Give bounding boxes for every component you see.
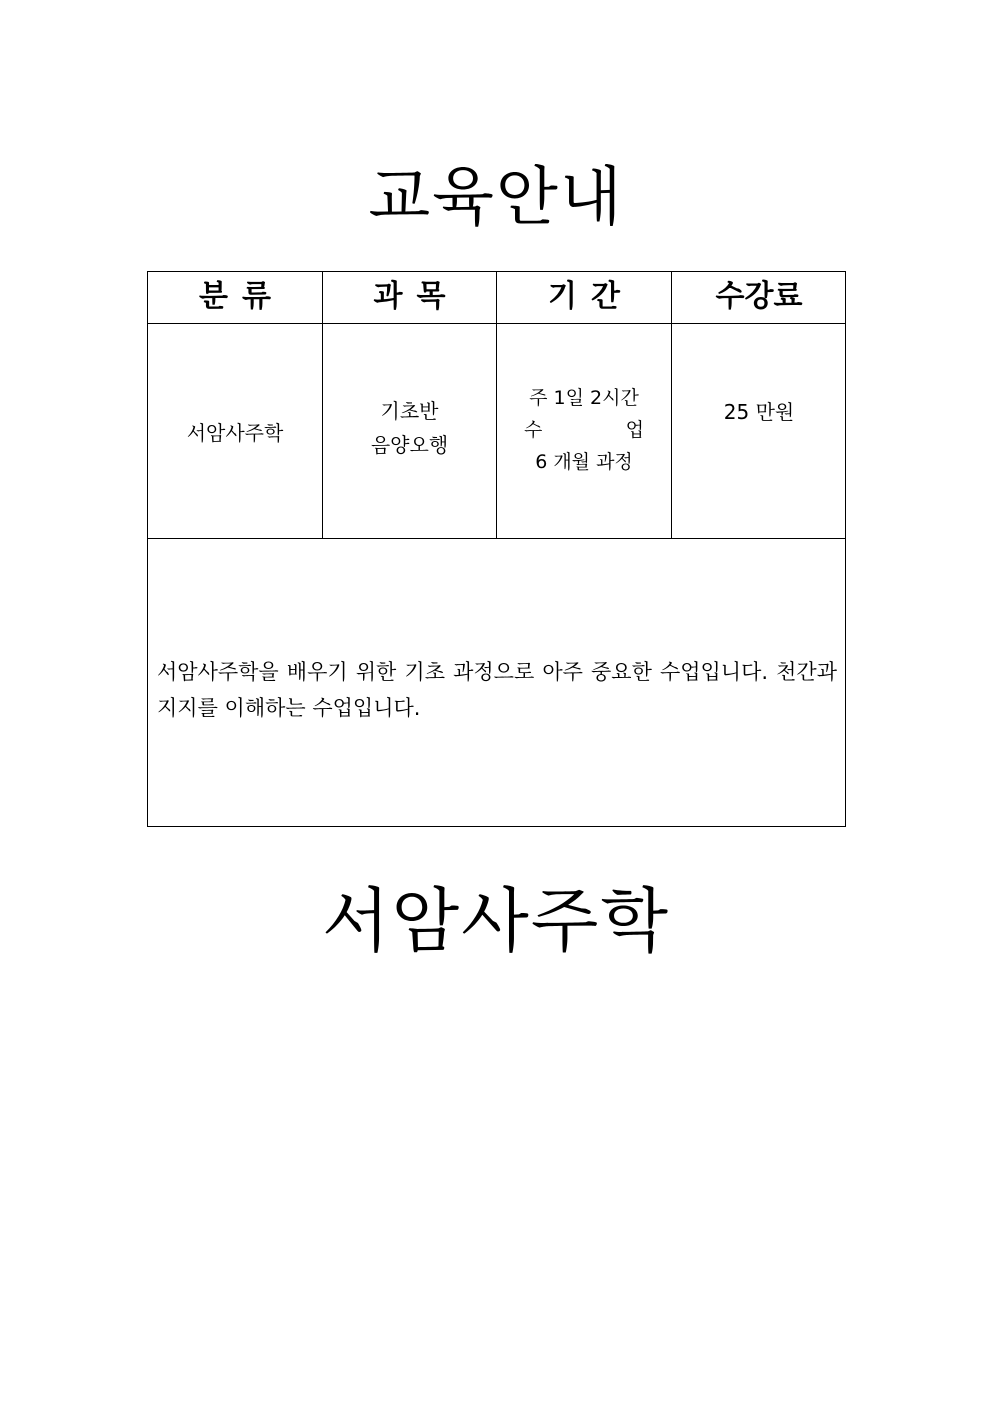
period-line-2 [524, 414, 644, 446]
header-category: 분류 [199, 279, 285, 314]
header-period: 기간 [548, 279, 634, 314]
period-line-1: 주 1일 2시간 [529, 387, 639, 409]
table-row [148, 324, 845, 539]
header-subject: 과목 [373, 279, 460, 314]
period-line-3: 6 개월 과정 [535, 451, 633, 473]
period-line-2-left: 수 [524, 419, 543, 441]
course-table [147, 271, 846, 827]
header-cell-subject [323, 272, 497, 323]
period-value [524, 382, 644, 478]
page-title: 교육안내 [368, 161, 624, 235]
description-cell [148, 539, 845, 826]
subject-value [323, 394, 496, 462]
table-header-row [148, 272, 845, 324]
subject-line-2: 음양오행 [370, 433, 449, 457]
header-fee: 수강료 [715, 279, 803, 314]
description-text: 서암사주학을 배우기 위한 기초 과정으로 아주 중요한 수업입니다. 천간과 지지를 이해하는 수업입니다. [157, 660, 837, 720]
header-cell-fee [672, 272, 846, 323]
cell-period [497, 324, 672, 538]
cell-fee [672, 324, 846, 538]
subject-line-1: 기초반 [380, 399, 439, 423]
footer-brand: 서암사주학 [321, 880, 671, 962]
header-cell-category [148, 272, 323, 323]
period-line-2-right: 업 [625, 419, 644, 441]
cell-category [148, 324, 323, 538]
header-cell-period [497, 272, 672, 323]
cell-subject [323, 324, 497, 538]
fee-value: 25 만원 [723, 400, 795, 424]
category-value: 서암사주학 [186, 421, 284, 445]
